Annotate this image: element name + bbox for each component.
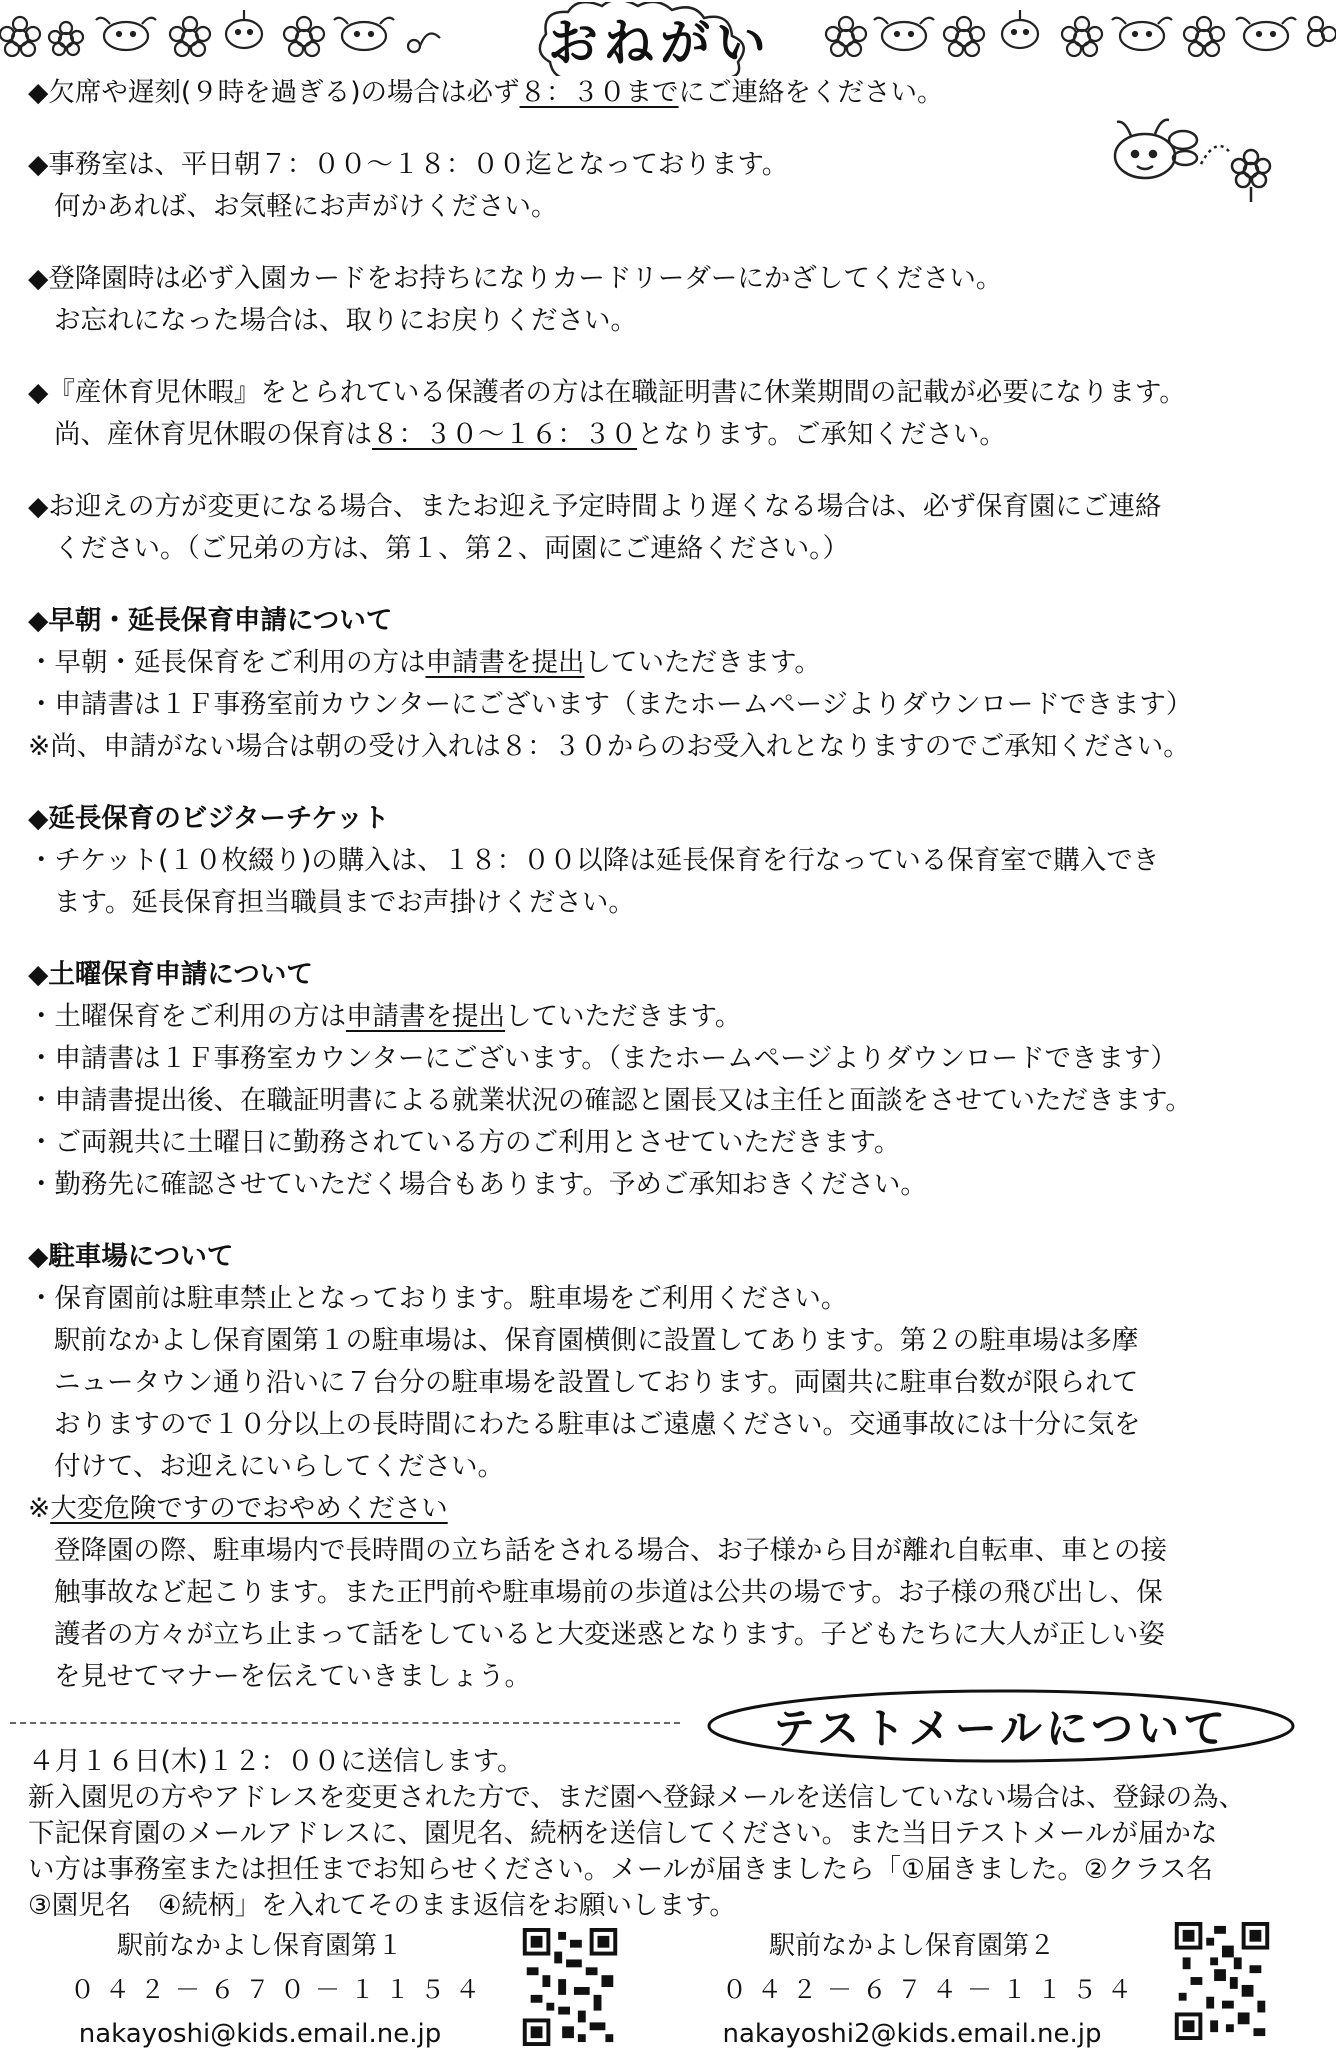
text-line: 新入園児の方やアドレスを変更された方で、まだ園へ登録メールを送信していない場合は、登録の為、 bbox=[28, 1782, 1246, 1813]
text-line: を見せてマナーを伝えていきましょう。 bbox=[54, 1661, 531, 1692]
page-title bbox=[530, 2, 790, 76]
text-line: ４月１６日(木)１２：００に送信します。 bbox=[28, 1746, 524, 1777]
text-line: ・申請書は１Ｆ事務室カウンターにございます。（またホームページよりダウンロードできます） bbox=[28, 1043, 1178, 1074]
text-line: 護者の方々が立ち止まって話をしていると大変迷惑となります。子どもたちに大人が正しい姿 bbox=[54, 1619, 1165, 1650]
text-line: ※尚、申請がない場合は朝の受け入れは８：３０からのお受入れとなりますのでご承知ください。 bbox=[28, 731, 1190, 762]
qr-code-icon[interactable] bbox=[522, 1928, 618, 2046]
text-line: ◆『産休育児休暇』をとられている保護者の方は在職証明書に休業期間の記載が必要になります。 bbox=[28, 377, 1186, 408]
contact-name: 駅前なかよし保育園第２ bbox=[768, 1931, 1055, 1961]
contact-name: 駅前なかよし保育園第１ bbox=[116, 1931, 403, 1961]
text-line: ・早朝・延長保育をご利用の方は申請書を提出していただきます。 bbox=[28, 647, 821, 678]
section-heading: ◆駐車場について bbox=[28, 1241, 234, 1272]
decorative-banner bbox=[0, 0, 1336, 80]
section-heading: ◆早朝・延長保育申請について bbox=[28, 605, 393, 636]
text-line: 駅前なかよし保育園第１の駐車場は、保育園横側に設置してあります。第２の駐車場は多摩 bbox=[54, 1325, 1139, 1356]
text-line: ・チケット(１０枚綴り)の購入は、１８：００以降は延長保育を行なっている保育室で購入でき bbox=[28, 845, 1160, 876]
text-line: ・土曜保育をご利用の方は申請書を提出していただきます。 bbox=[28, 1001, 742, 1032]
text-line: ニュータウン通り沿いに７台分の駐車場を設置しております。両園共に駐車台数が限られて bbox=[54, 1367, 1139, 1398]
section-parking bbox=[28, 1236, 1308, 1698]
contact-nursery-2 bbox=[722, 1924, 1143, 2056]
notice-pickup bbox=[28, 486, 1308, 570]
text-line: おりますので１０分以上の長時間にわたる駐車はご遠慮ください。交通事故には十分に気を bbox=[54, 1409, 1141, 1440]
text-line: ◆お迎えの方が変更になる場合、またお迎え予定時間より遅くなる場合は、必ず保育園にご連絡 bbox=[28, 491, 1162, 522]
contact-email[interactable]: nakayoshi2@kids.email.ne.jp bbox=[722, 2019, 1102, 2049]
text-line: い方は事務室または担任までお知らせください。メールが届きましたら「①届きました。②クラス名 bbox=[28, 1854, 1213, 1885]
text-line: ます。延長保育担当職員までお声掛けください。 bbox=[54, 887, 635, 918]
text-line: ください。（ご兄弟の方は、第１、第２、両園にご連絡ください。） bbox=[54, 533, 849, 564]
text-line: ◆登降園時は必ず入園カードをお持ちになりカードリーダーにかざしてください。 bbox=[28, 263, 1003, 294]
text-line: ③園児名 ④続柄」を入れてそのまま返信をお願いします。 bbox=[28, 1890, 736, 1921]
section-saturday bbox=[28, 954, 1308, 1206]
text-line: ◆事務室は、平日朝７：００～１８：００迄となっております。 bbox=[28, 149, 789, 180]
notice-body bbox=[28, 72, 1308, 1728]
text-line: ◆欠席や遅刻(９時を過ぎる)の場合は必ず８：３０までにご連絡をください。 bbox=[28, 77, 944, 108]
contact-email[interactable]: nakayoshi@kids.email.ne.jp bbox=[78, 2019, 442, 2049]
notice-office-hours bbox=[28, 144, 1308, 228]
notice-card bbox=[28, 258, 1308, 342]
text-line: ・申請書は１Ｆ事務室前カウンターにございます（またホームページよりダウンロードできます） bbox=[28, 689, 1193, 720]
text-line: ・保育園前は駐車禁止となっております。駐車場をご利用ください。 bbox=[28, 1283, 848, 1314]
notice-absence bbox=[28, 72, 1308, 114]
notice-leave bbox=[28, 372, 1308, 456]
text-line: 登降園の際、駐車場内で長時間の立ち話をされる場合、お子様から目が離れ自転車、車との接 bbox=[54, 1535, 1167, 1566]
section-early-extended bbox=[28, 600, 1308, 768]
contact-tel[interactable]: ０４２－６７０－１１５４ bbox=[70, 1975, 491, 2004]
qr-code-icon[interactable] bbox=[1174, 1922, 1270, 2040]
section-heading: ◆土曜保育申請について bbox=[28, 959, 313, 990]
text-line: お忘れになった場合は、取りにお戻りください。 bbox=[54, 305, 637, 336]
dashed-divider bbox=[10, 1722, 680, 1724]
test-mail-body bbox=[28, 1744, 1318, 1924]
text-line: ・ご両親共に土曜日に勤務されている方のご利用とさせていただきます。 bbox=[28, 1127, 901, 1158]
test-mail-title-text: テストメールについて bbox=[772, 1704, 1230, 1753]
text-line: ・勤務先に確認させていただく場合もあります。予めご承知おきください。 bbox=[28, 1169, 927, 1200]
text-line: ・申請書提出後、在職証明書による就業状況の確認と園長又は主任と面談をさせていただきます。 bbox=[28, 1085, 1192, 1116]
text-line: 下記保育園のメールアドレスに、園児名、続柄を送信してください。また当日テストメールが届かな bbox=[28, 1818, 1218, 1849]
contact-tel[interactable]: ０４２－６７４－１１５４ bbox=[722, 1975, 1143, 2004]
text-line: 触事故など起こります。また正門前や駐車場前の歩道は公共の場です。お子様の飛び出し、保 bbox=[54, 1577, 1163, 1608]
title-text: おねがい bbox=[548, 14, 772, 72]
section-heading: ◆延長保育のビジターチケット bbox=[28, 803, 390, 834]
text-line: 付けて、お迎えにいらしてください。 bbox=[54, 1451, 504, 1482]
warning-line: ※大変危険ですのでおやめください bbox=[28, 1493, 448, 1524]
text-line: 何かあれば、お気軽にお声がけください。 bbox=[54, 191, 558, 222]
section-visitor-ticket bbox=[28, 798, 1308, 924]
contact-nursery-1 bbox=[70, 1924, 491, 2056]
text-line: 尚、産休育児休暇の保育は８：３０～１６：３０となります。ご承知ください。 bbox=[54, 419, 1006, 450]
